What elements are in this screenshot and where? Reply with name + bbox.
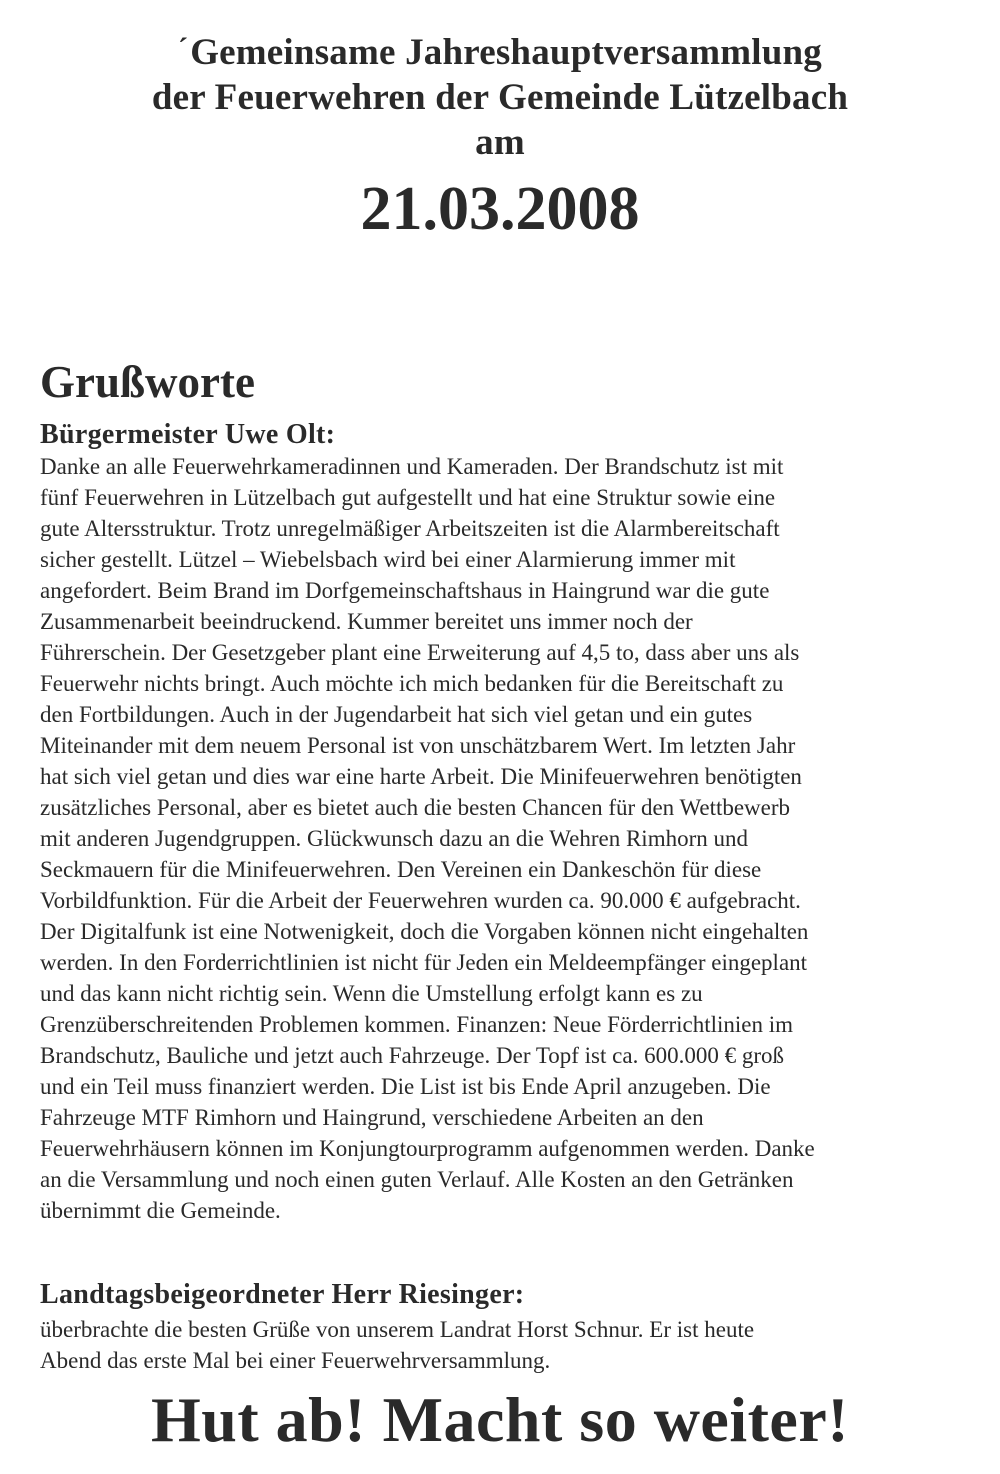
- text-line: Abend das erste Mal bei einer Feuerwehrversammlung.: [40, 1348, 551, 1373]
- text-line: hat sich viel getan und dies war eine harte Arbeit. Die Minifeuerwehren benötigten: [40, 764, 802, 789]
- text-line: den Fortbildungen. Auch in der Jugendarbeit hat sich viel getan und ein gutes: [40, 702, 753, 727]
- text-line: und das kann nicht richtig sein. Wenn die Umstellung erfolgt kann es zu: [40, 981, 703, 1006]
- speech-state-delegate: [40, 1314, 965, 1376]
- text-line: Der Digitalfunk ist eine Notwenigkeit, doch die Vorgaben können nicht eingehalten: [40, 919, 809, 944]
- text-line: Danke an alle Feuerwehrkameradinnen und Kameraden. Der Brandschutz ist mit: [40, 454, 784, 479]
- meeting-date: 21.03.2008: [360, 175, 640, 243]
- text-line: Miteinander mit dem neuem Personal ist von unschätzbarem Wert. Im letzten Jahr: [40, 733, 796, 758]
- title-line-1-text: Gemeinsame Jahreshauptversammlung: [190, 32, 823, 73]
- text-line: fünf Feuerwehren in Lützelbach gut aufgestellt und hat eine Struktur sowie eine: [40, 485, 776, 510]
- speaker-heading-state-delegate: Landtagsbeigeordneter Herr Riesinger:: [40, 1279, 525, 1310]
- text-line: Feuerwehr nichts bringt. Auch möchte ich mich bedanken für die Bereitschaft zu: [40, 671, 784, 696]
- text-line: und ein Teil muss finanziert werden. Die List ist bis Ende April anzugeben. Die: [40, 1074, 771, 1099]
- text-line: Feuerwehrhäusern können im Konjungtourprogramm aufgenommen werden. Danke: [40, 1136, 815, 1161]
- text-line: gute Altersstruktur. Trotz unregelmäßiger Arbeitszeiten ist die Alarmbereitschaft: [40, 516, 780, 541]
- text-line: Fahrzeuge MTF Rimhorn und Haingrund, verschiedene Arbeiten an den: [40, 1105, 704, 1130]
- text-line: Grenzüberschreitenden Problemen kommen. Finanzen: Neue Förderrichtlinien im: [40, 1012, 794, 1037]
- title-line-1: [0, 26, 1000, 75]
- text-line: mit anderen Jugendgruppen. Glückwunsch dazu an die Wehren Rimhorn und: [40, 826, 748, 851]
- title-line-2: der Feuerwehren der Gemeinde Lützelbach: [151, 77, 849, 118]
- text-line: übernimmt die Gemeinde.: [40, 1198, 281, 1223]
- text-line: angefordert. Beim Brand im Dorfgemeinschaftshaus in Haingrund war die gute: [40, 578, 770, 603]
- text-line: zusätzliches Personal, aber es bietet auch die besten Chancen für den Wettbewerb: [40, 795, 791, 820]
- text-line: Seckmauern für die Minifeuerwehren. Den Vereinen ein Dankeschön für diese: [40, 857, 762, 882]
- title-line-3: am: [475, 122, 525, 163]
- tick-mark: ´: [177, 32, 189, 65]
- document-header: [0, 26, 1000, 165]
- section-title: Grußworte: [40, 357, 255, 407]
- text-line: Brandschutz, Bauliche und jetzt auch Fahrzeuge. Der Topf ist ca. 600.000 € groß: [40, 1043, 784, 1068]
- text-line: Führerschein. Der Gesetzgeber plant eine Erweiterung auf 4,5 to, dass aber uns als: [40, 640, 800, 665]
- speaker-heading-mayor: Bürgermeister Uwe Olt:: [40, 419, 336, 450]
- closing-statement: Hut ab! Macht so weiter!: [150, 1384, 850, 1455]
- speech-mayor: [40, 451, 965, 1226]
- text-line: überbrachte die besten Grüße von unserem Landrat Horst Schnur. Er ist heute: [40, 1317, 755, 1342]
- text-line: Vorbildfunktion. Für die Arbeit der Feuerwehren wurden ca. 90.000 € aufgebracht.: [40, 888, 801, 913]
- text-line: sicher gestellt. Lützel – Wiebelsbach wird bei einer Alarmierung immer mit: [40, 547, 736, 572]
- text-line: an die Versammlung und noch einen guten Verlauf. Alle Kosten an den Getränken: [40, 1167, 794, 1192]
- text-line: werden. In den Forderrichtlinien ist nicht für Jeden ein Meldeempfänger eingeplant: [40, 950, 808, 975]
- text-line: Zusammenarbeit beeindruckend. Kummer bereitet uns immer noch der: [40, 609, 693, 634]
